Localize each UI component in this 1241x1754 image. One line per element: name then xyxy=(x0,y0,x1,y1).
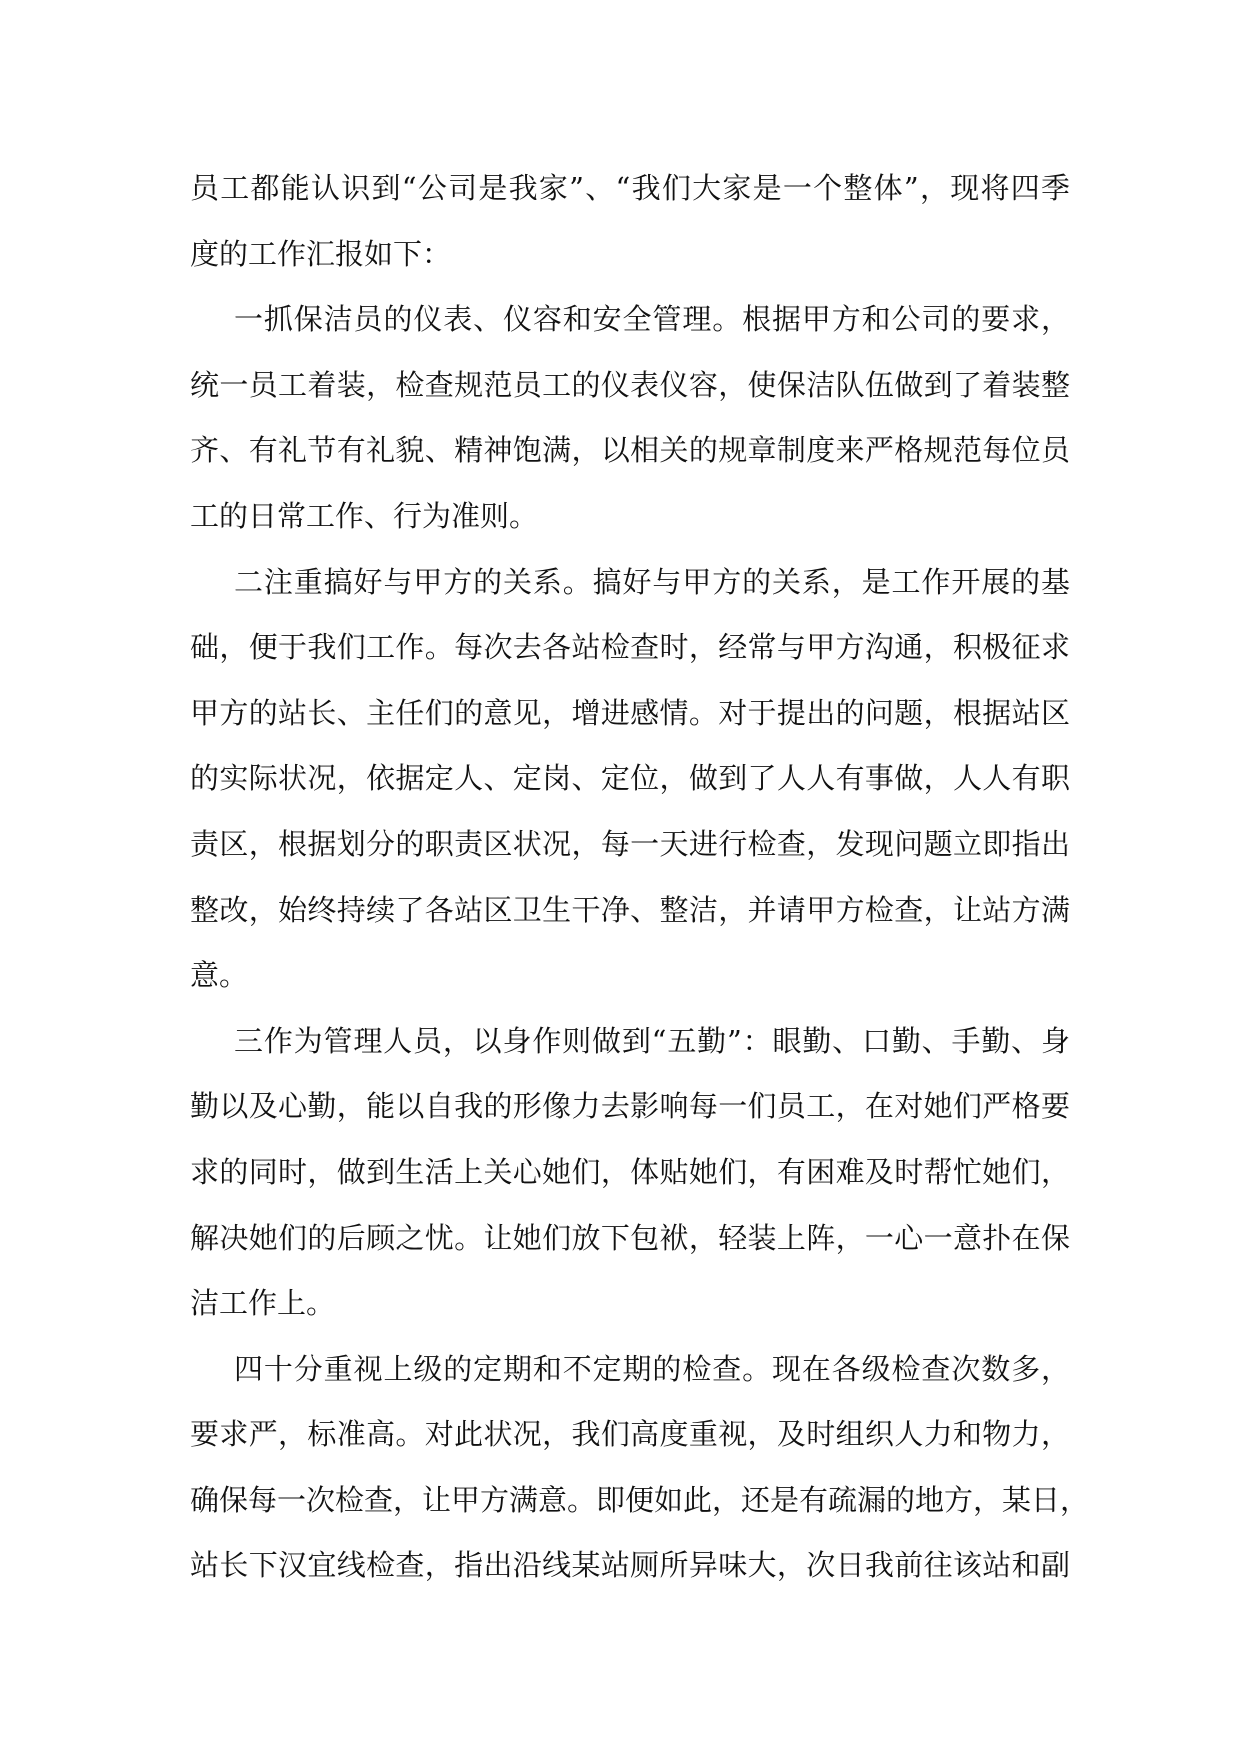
text-line: 意。 xyxy=(190,958,249,993)
text-line: 求的同时，做到生活上关心她们，体贴她们，有困难及时帮忙她们， xyxy=(190,1154,1070,1189)
text-line: 一抓保洁员的仪表、仪容和安全管理。根据甲方和公司的要求， xyxy=(234,302,1070,337)
text-line: 统一员工着装，检查规范员工的仪表仪容，使保洁队伍做到了着装整 xyxy=(190,367,1070,402)
paragraph-intro xyxy=(190,156,1070,287)
paragraph-item-3 xyxy=(190,1009,1070,1337)
text-line: 洁工作上。 xyxy=(190,1286,336,1321)
text-line: 确保每一次检查，让甲方满意。即便如此，还是有疏漏的地方，某日， xyxy=(190,1482,1090,1517)
text-line: 站长下汉宜线检查，指出沿线某站厕所异味大，次日我前往该站和副 xyxy=(190,1548,1070,1583)
text-line: 责区，根据划分的职责区状况，每一天进行检查，发现问题立即指出 xyxy=(190,826,1070,861)
text-line: 度的工作汇报如下： xyxy=(190,236,452,271)
text-line: 工的日常工作、行为准则。 xyxy=(190,498,539,533)
text-line: 齐、有礼节有礼貌、精神饱满，以相关的规章制度来严格规范每位员 xyxy=(190,433,1070,468)
text-line: 四十分重视上级的定期和不定期的检查。现在各级检查次数多， xyxy=(234,1351,1070,1386)
text-line: 础，便于我们工作。每次去各站检查时，经常与甲方沟通，积极征求 xyxy=(190,630,1070,665)
text-line: 的实际状况，依据定人、定岗、定位，做到了人人有事做，人人有职 xyxy=(190,761,1070,796)
text-line: 整改，始终持续了各站区卫生干净、整洁，并请甲方检查，让站方满 xyxy=(190,892,1070,927)
text-line: 二注重搞好与甲方的关系。搞好与甲方的关系，是工作开展的基 xyxy=(234,564,1070,599)
paragraph-item-4 xyxy=(190,1337,1090,1599)
text-line: 员工都能认识到“公司是我家”、“我们大家是一个整体”，现将四季 xyxy=(190,171,1070,205)
text-line: 勤以及心勤，能以自我的形像力去影响每一们员工，在对她们严格要 xyxy=(190,1089,1070,1124)
text-line: 要求严，标准高。对此状况，我们高度重视，及时组织人力和物力， xyxy=(190,1417,1070,1452)
text-line: 三作为管理人员，以身作则做到“五勤”：眼勤、口勤、手勤、身 xyxy=(234,1023,1070,1058)
text-line: 甲方的站长、主任们的意见，增进感情。对于提出的问题，根据站区 xyxy=(190,695,1070,730)
document-body xyxy=(190,156,1090,1599)
paragraph-item-2 xyxy=(190,550,1070,1009)
paragraph-item-1 xyxy=(190,287,1070,549)
text-line: 解决她们的后顾之忧。让她们放下包袱，轻装上阵，一心一意扑在保 xyxy=(190,1220,1070,1255)
